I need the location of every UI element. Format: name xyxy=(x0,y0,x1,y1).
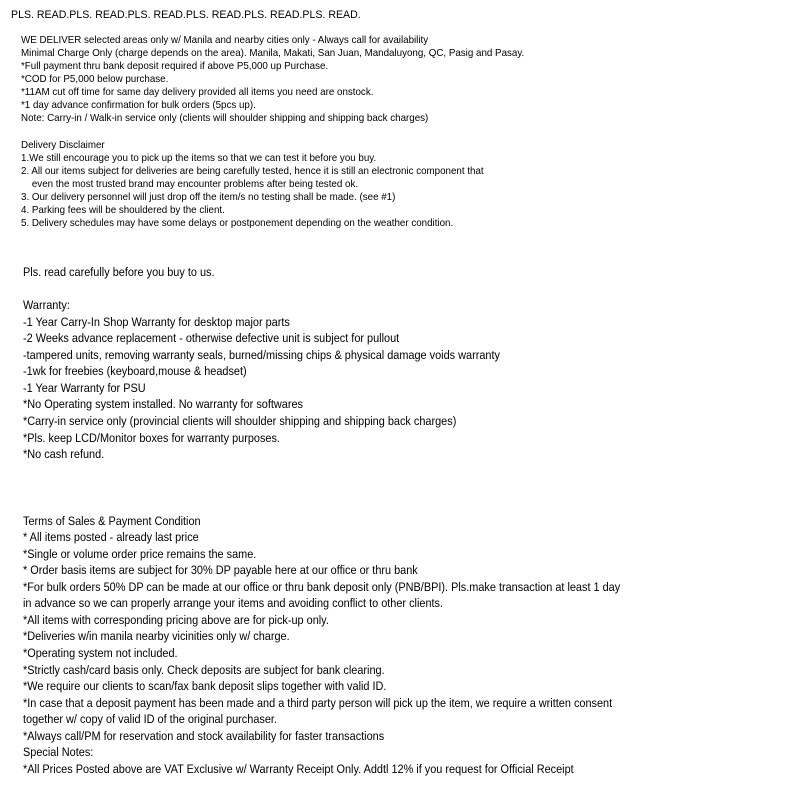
warranty-line: *No cash refund. xyxy=(23,447,105,461)
delivery-line: Minimal Charge Only (charge depends on the area). Manila, Makati, San Juan, Mandaluyong, QC, Pasig and Pasay. xyxy=(21,48,525,59)
warranty-line: -2 Weeks advance replacement - otherwise defective unit is subject for pullout xyxy=(23,331,400,345)
terms-line: together w/ copy of valid ID of the original purchaser. xyxy=(23,712,277,726)
terms-line: *Strictly cash/card basis only. Check deposits are subject for bank clearing. xyxy=(23,663,385,677)
terms-line: *Deliveries w/in manila nearby vicinities only w/ charge. xyxy=(23,629,290,643)
disclaimer-line: 2. All our items subject for deliveries are being carefully tested, hence it is still an electronic component that xyxy=(21,166,484,177)
disclaimer-title: Delivery Disclaimer xyxy=(21,140,105,151)
warranty-line: -1wk for freebies (keyboard,mouse & headset) xyxy=(23,364,247,378)
terms-line: * All items posted - already last price xyxy=(23,530,199,544)
disclaimer-line: 5. Delivery schedules may have some delays or postponement depending on the weather condition. xyxy=(21,218,454,229)
special-notes-title: Special Notes: xyxy=(23,745,94,759)
disclaimer-line: 3. Our delivery personnel will just drop off the item/s no testing shall be made. (see #1) xyxy=(21,192,396,203)
disclaimer-line: 4. Parking fees will be shouldered by the client. xyxy=(21,205,225,216)
warranty-line: *Carry-in service only (provincial clients will shoulder shipping and shipping back charges) xyxy=(23,414,457,428)
terms-line: *Single or volume order price remains the same. xyxy=(23,547,257,561)
disclaimer-line: even the most trusted brand may encounter problems after being tested ok. xyxy=(21,179,359,190)
delivery-line: Note: Carry-in / Walk-in service only (clients will shoulder shipping and shipping back charges) xyxy=(21,113,429,124)
delivery-line: *11AM cut off time for same day delivery provided all items you need are onstock. xyxy=(21,87,374,98)
delivery-line: WE DELIVER selected areas only w/ Manila and nearby cities only - Always call for availability xyxy=(21,35,429,46)
warranty-title: Warranty: xyxy=(23,298,70,312)
warranty-line: -1 Year Carry-In Shop Warranty for desktop major parts xyxy=(23,315,290,329)
terms-line: *We require our clients to scan/fax bank deposit slips together with valid ID. xyxy=(23,679,387,693)
terms-title: Terms of Sales & Payment Condition xyxy=(23,514,201,528)
terms-line: *All items with corresponding pricing above are for pick-up only. xyxy=(23,613,329,627)
disclaimer-line: 1.We still encourage you to pick up the items so that we can test it before you buy. xyxy=(21,153,377,164)
special-notes-line: *All Prices Posted above are VAT Exclusive w/ Warranty Receipt Only. Addtl 12% if you request for Official Receipt xyxy=(23,762,574,776)
warranty-line: -tampered units, removing warranty seals, burned/missing chips & physical damage voids warranty xyxy=(23,348,500,362)
warranty-line: *Pls. keep LCD/Monitor boxes for warranty purposes. xyxy=(23,431,280,445)
warranty-line: -1 Year Warranty for PSU xyxy=(23,381,146,395)
terms-line: *In case that a deposit payment has been made and a third party person will pick up the item, we require a written consent xyxy=(23,696,613,710)
delivery-line: *Full payment thru bank deposit required if above P5,000 up Purchase. xyxy=(21,61,329,72)
terms-line: * Order basis items are subject for 30% DP payable here at our office or thru bank xyxy=(23,563,418,577)
terms-line: *Always call/PM for reservation and stock availability for faster transactions xyxy=(23,729,385,743)
delivery-line: *COD for P5,000 below purchase. xyxy=(21,74,169,85)
terms-line: *For bulk orders 50% DP can be made at our office or thru bank deposit only (PNB/BPI). Pls.make transaction at least 1 day xyxy=(23,580,621,594)
delivery-line: *1 day advance confirmation for bulk orders (5pcs up). xyxy=(21,100,256,111)
terms-line: in advance so we can properly arrange your items and avoiding conflict to other clients. xyxy=(23,596,444,610)
intro-text: Pls. read carefully before you buy to us. xyxy=(23,265,215,279)
header-banner: PLS. READ.PLS. READ.PLS. READ.PLS. READ.PLS. READ.PLS. READ. xyxy=(11,9,361,21)
terms-line: *Operating system not included. xyxy=(23,646,178,660)
warranty-line: *No Operating system installed. No warranty for softwares xyxy=(23,397,303,411)
